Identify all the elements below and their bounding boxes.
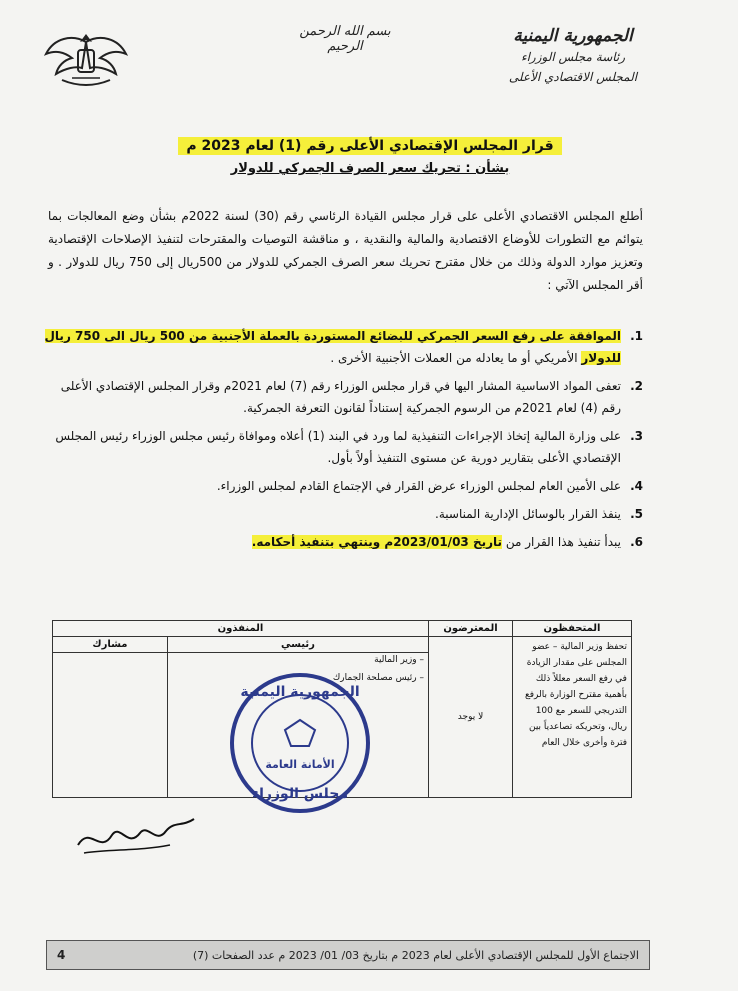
item-number: 1.: [630, 329, 643, 343]
list-item: [40, 425, 643, 469]
decision-subject: بشأن : تحريك سعر الصرف الجمركي للدولار: [230, 161, 510, 176]
footer-bar: [46, 940, 650, 970]
executor-item: – وزير المالية: [374, 655, 424, 665]
highlighted-text: تاريخ 2023/01/03م وينتهي بتنفيذ أحكامه.: [251, 535, 503, 549]
item-text: تعفى المواد الاساسية المشار اليها في قرار مجلس الوزراء رقم (7) لعام 2021م وقرار المجلس الإقتصادي الأعلى رقم (4) لعام 2021م من الرسوم الجمركية إستناداً لقانون التعرفة الجمركية.: [60, 379, 621, 415]
item-text: [40, 325, 621, 369]
item-number: 2.: [630, 379, 643, 393]
letterhead-presidency: رئاسة مجلس الوزراء: [520, 50, 626, 64]
header-opponents: المعترضون: [429, 621, 513, 637]
reservation-cell: تحفظ وزير المالية – عضو المجلس على مقدار الزيادة في رفع السعر معللاً ذلك بأهمية مقترح الوزارة بالرفع التدريجي للسعر مع 100 ريال، وتحريكه تصاعدياً بين فترة وأخرى خلال العام: [513, 637, 632, 798]
executor-item: – رئيس مصلحة الجمارك: [332, 673, 424, 683]
item-text: على وزارة المالية إتخاذ الإجراءات التنفيذية لما ورد في البند (1) أعلاه وموافاة رئيس مجلس الوزراء رئيس المجلس الإقتصادي الأعلى بتقارير دورية عن مستوى التنفيذ أولاً بأول.: [55, 429, 621, 465]
item-text: ينفذ القرار بالوسائل الإدارية المناسبة.: [435, 507, 621, 521]
list-item: [40, 531, 643, 553]
eagle-emblem-icon: [42, 28, 130, 92]
participant-cell: [53, 653, 168, 798]
highlighted-text: الموافقة على رفع السعر الجمركي للبضائع المستوردة بالعملة الأجنبية من 500 ريال الى 750 ريال للدولار: [44, 329, 621, 365]
basmala: بسم الله الرحمن الرحيم: [299, 24, 391, 54]
opponents-cell: لا يوجد: [429, 637, 513, 798]
decision-title: قرار المجلس الإقتصادي الأعلى رقم (1) لعام 2023 م: [178, 137, 561, 155]
item-prefix: يبدأ تنفيذ هذا القرار من: [505, 535, 621, 549]
header-reservations: المتحفظون: [513, 621, 632, 637]
list-item: [40, 375, 643, 419]
footer-text: الاجتماع الأول للمجلس الإقتصادي الأعلى لعام 2023 م بتاريخ 03/ 01/ 2023 م عدد الصفحات (7): [192, 948, 639, 962]
item-number: 4.: [630, 479, 643, 493]
item-continuation: الأمريكي أو ما يعادله من العملات الأجنبية الأخرى .: [330, 351, 578, 365]
letterhead-country: الجمهورية اليمنية: [513, 26, 633, 46]
header-executors: المنفذون: [53, 621, 429, 637]
signature: [70, 805, 200, 865]
intro-paragraph: أطلع المجلس الاقتصادي الأعلى على قرار مجلس القيادة الرئاسي رقم (30) لسنة 2022م بشأن وضع المعالجات بما يتوائم مع التطورات للأوضاع الاقتصادية والمالية والنقدية ، و مناقشة التوصيات والمقترحات لتنفيذ الإصلاحات الإقتصادية وتعزيز موارد الدولة وذلك من خلال مقترح تحريك سعر الصرف الجمركي للدولار من 500ريال إلى 750 ريال للدولار . و أقر المجلس الآتي :: [48, 209, 643, 292]
decision-title-block: [160, 135, 580, 176]
stamp-top-text: الجمهورية اليمنية: [240, 684, 360, 700]
letterhead: [503, 26, 643, 84]
item-text: على الأمين العام لمجلس الوزراء عرض القرار في الإجتماع القادم لمجلس الوزراء.: [216, 479, 621, 493]
item-text: [40, 531, 621, 553]
item-number: 5.: [630, 507, 643, 521]
item-number: 6.: [630, 535, 643, 549]
item-number: 3.: [630, 429, 643, 443]
stamp-middle-text: الأمانة العامة: [265, 758, 335, 771]
page-number: 4: [57, 948, 66, 962]
list-item: [40, 325, 643, 369]
decision-items: [40, 325, 643, 559]
official-stamp: [225, 668, 375, 818]
list-item: [40, 475, 643, 497]
header-head: رئيسي: [167, 637, 428, 653]
letterhead-council: المجلس الاقتصادي الأعلى: [508, 70, 638, 84]
header-participant: مشارك: [53, 637, 168, 653]
list-item: [40, 503, 643, 525]
stamp-bottom-text: مجلس الوزراء: [251, 786, 349, 802]
